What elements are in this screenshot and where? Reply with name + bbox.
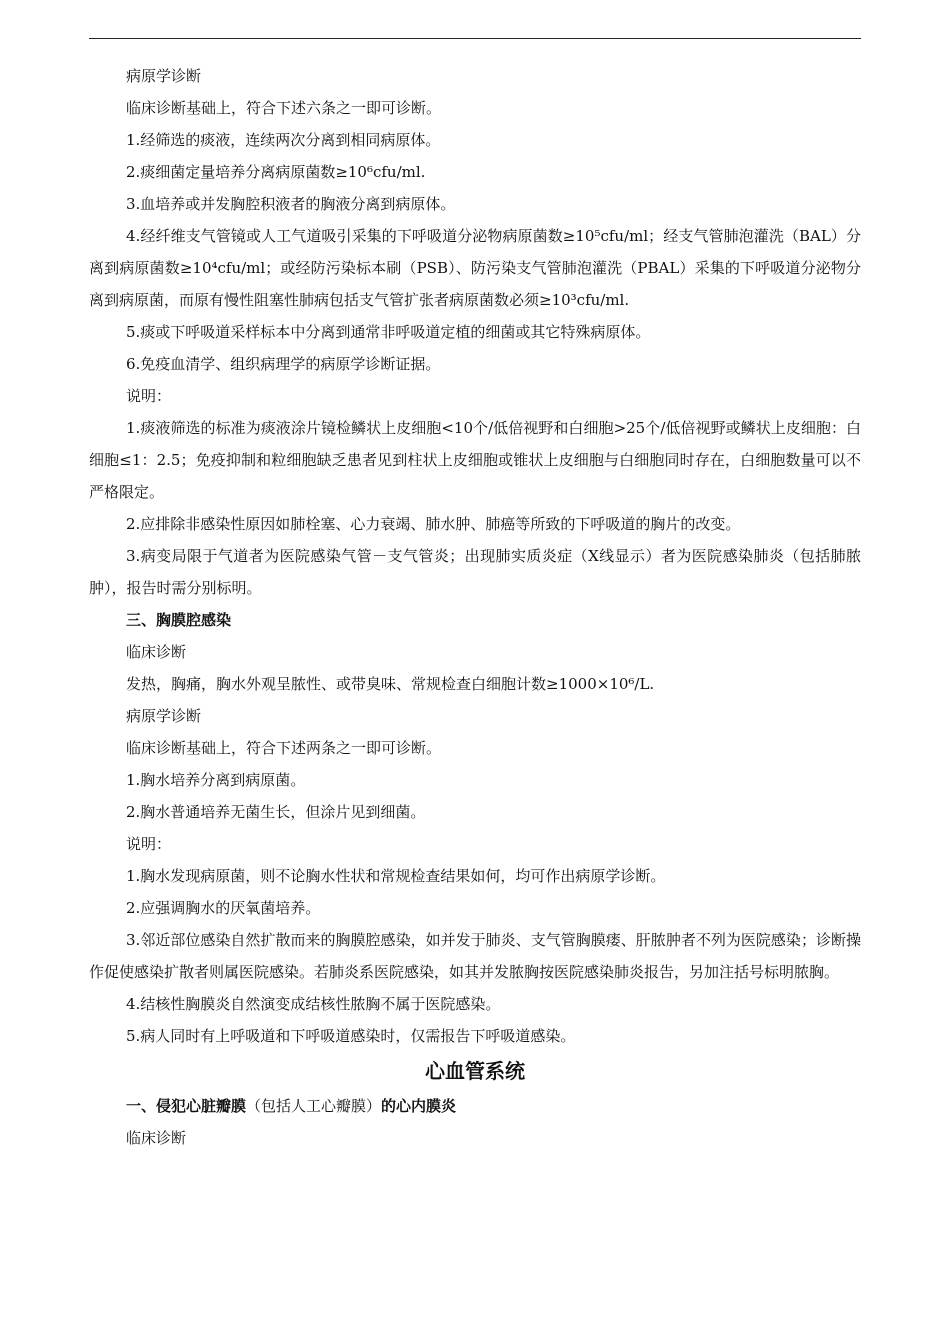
paragraph: 3.病变局限于气道者为医院感染气管－支气管炎；出现肺实质炎症（X线显示）者为医院感染肺炎（包括肺脓肿），报告时需分别标明。 — [89, 547, 861, 597]
header-rule — [89, 38, 861, 39]
paragraph: 2.应强调胸水的厌氧菌培养。 — [126, 899, 321, 917]
chapter-title: 心血管系统 — [425, 1059, 525, 1083]
paragraph: 1.胸水发现病原菌，则不论胸水性状和常规检查结果如何，均可作出病原学诊断。 — [126, 867, 666, 885]
paragraph: 病原学诊断 — [126, 67, 202, 85]
section-heading: 三、胸膜腔感染 — [126, 611, 232, 629]
paragraph: 1.痰液筛选的标准为痰液涂片镜检鳞状上皮细胞<10个/低倍视野和白细胞>25个/低倍视野或鳞状上皮细胞：白细胞≤1：2.5；免疫抑制和粒细胞缺乏患者见到柱状上皮细胞或锥状上皮细胞与白细胞同时存在，白细胞数量可以不严格限定。 — [89, 419, 861, 501]
paragraph: 2.痰细菌定量培养分离病原菌数≥10⁶cfu/ml. — [126, 163, 426, 181]
paragraph: 2.胸水普通培养无菌生长，但涂片见到细菌。 — [126, 803, 426, 821]
paragraph: 2.应排除非感染性原因如肺栓塞、心力衰竭、肺水肿、肺癌等所致的下呼吸道的胸片的改变。 — [126, 515, 741, 533]
paragraph: 临床诊断 — [126, 1129, 187, 1147]
paragraph: 3.邻近部位感染自然扩散而来的胸膜腔感染，如并发于肺炎、支气管胸膜瘘、肝脓肿者不列为医院感染；诊断操作促使感染扩散者则属医院感染。若肺炎系医院感染，如其并发脓胸按医院感染肺炎报告，另加注括号标明脓胸。 — [89, 931, 861, 981]
paragraph: 1.胸水培养分离到病原菌。 — [126, 771, 306, 789]
paragraph: 6.免疫血清学、组织病理学的病原学诊断证据。 — [126, 355, 441, 373]
subsection-heading — [89, 1090, 861, 1122]
paragraph: 4.经纤维支气管镜或人工气道吸引采集的下呼吸道分泌物病原菌数≥10⁵cfu/ml；经支气管肺泡灌洗（BAL）分离到病原菌数≥10⁴cfu/ml；或经防污染标本刷（PSB）、防污染支气管肺泡灌洗（PBAL）采集的下呼吸道分泌物分离到病原菌，而原有慢性阻塞性肺病包括支气管扩张者病原菌数必须≥10³cfu/ml. — [89, 227, 861, 309]
subsection-heading-part: 的心内膜炎 — [381, 1097, 457, 1115]
paragraph: 3.血培养或并发胸腔积液者的胸液分离到病原体。 — [126, 195, 456, 213]
paragraph: 5.痰或下呼吸道采样标本中分离到通常非呼吸道定植的细菌或其它特殊病原体。 — [126, 323, 651, 341]
paragraph: 说明： — [126, 387, 172, 405]
paragraph: 4.结核性胸膜炎自然演变成结核性脓胸不属于医院感染。 — [126, 995, 501, 1013]
paragraph: 临床诊断基础上，符合下述两条之一即可诊断。 — [126, 739, 442, 757]
subsection-heading-part: 一、侵犯心脏瓣膜 — [126, 1097, 247, 1115]
document-body — [89, 60, 861, 1154]
paragraph: 5.病人同时有上呼吸道和下呼吸道感染时，仅需报告下呼吸道感染。 — [126, 1027, 576, 1045]
paragraph: 1.经筛选的痰液，连续两次分离到相同病原体。 — [126, 131, 441, 149]
paragraph: 说明： — [126, 835, 172, 853]
paragraph: 临床诊断基础上，符合下述六条之一即可诊断。 — [126, 99, 442, 117]
paragraph: 病原学诊断 — [126, 707, 202, 725]
paragraph: 临床诊断 — [126, 643, 187, 661]
subsection-heading-part: （包括人工心瓣膜） — [246, 1097, 382, 1115]
paragraph: 发热，胸痛，胸水外观呈脓性、或带臭味、常规检查白细胞计数≥1000×10⁶/L. — [126, 675, 655, 693]
